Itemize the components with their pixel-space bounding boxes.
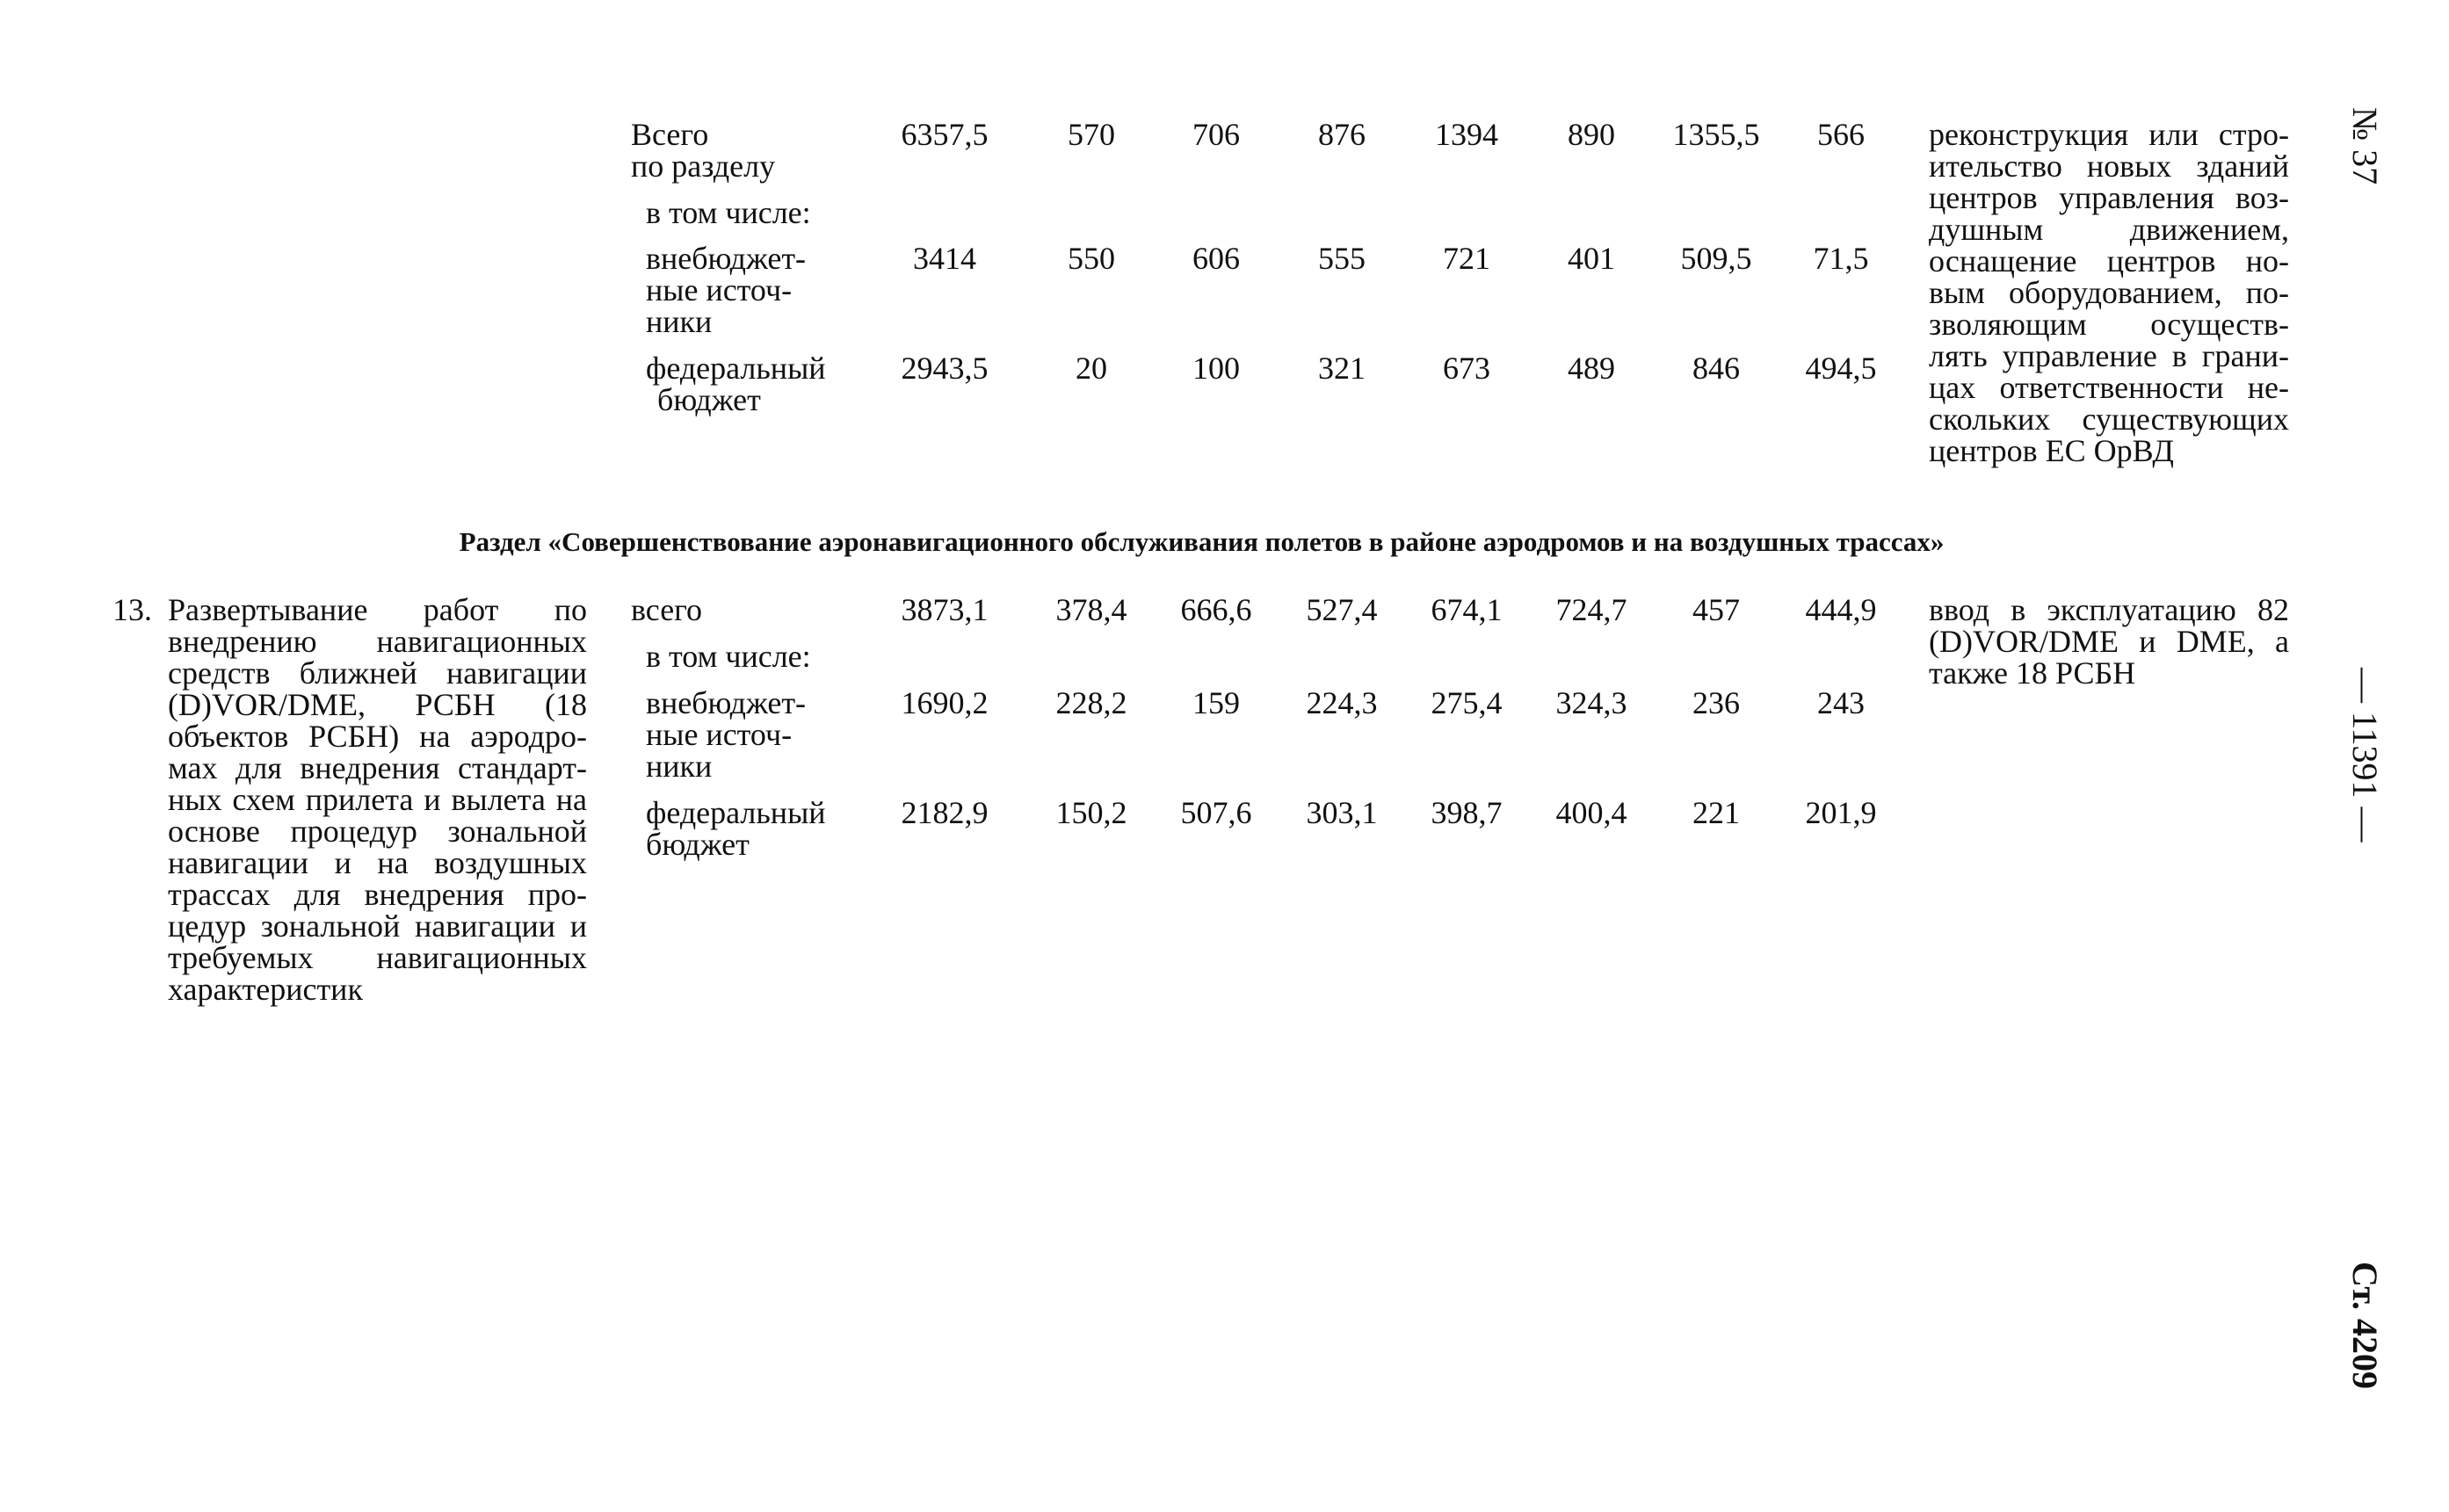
item-desc-line: характеристик — [168, 972, 363, 1007]
value-cell: 570 — [1068, 117, 1115, 152]
value-cell: 724,7 — [1555, 592, 1627, 627]
value-cell: 706 — [1192, 117, 1240, 152]
value-cell: 401 — [1568, 241, 1615, 276]
item-desc-line: средств ближней навигации — [168, 655, 587, 691]
value-cell: 494,5 — [1805, 351, 1877, 386]
row-label-extrabudget-2: ные источ- — [646, 717, 793, 752]
row-label-federal: федеральный — [646, 795, 826, 830]
value-cell: 566 — [1817, 117, 1865, 152]
value-cell: 303,1 — [1306, 795, 1378, 830]
value-cell: 666,6 — [1180, 592, 1252, 627]
result-line: ввод в эксплуатацию 82 — [1929, 592, 2289, 627]
value-cell: 2943,5 — [901, 351, 989, 386]
result-line: цах ответственности не- — [1929, 370, 2289, 405]
page-number-bottom: Ст. 4209 — [2345, 1262, 2385, 1389]
item-desc-line: трассах для внедрения про- — [168, 877, 587, 912]
result-line: оснащение центров но- — [1929, 243, 2289, 279]
result-line: зволяющим осуществ- — [1929, 307, 2289, 342]
row-label-total-2: по разделу — [631, 148, 776, 184]
value-cell: 20 — [1076, 351, 1107, 386]
value-cell: 509,5 — [1680, 241, 1752, 276]
value-cell: 606 — [1192, 241, 1240, 276]
value-cell: 201,9 — [1805, 795, 1877, 830]
row-label-extrabudget: внебюджет- — [646, 685, 807, 720]
value-cell: 3873,1 — [901, 592, 989, 627]
value-cell: 673 — [1443, 351, 1490, 386]
row-label-extrabudget-3: ники — [646, 304, 713, 339]
value-cell: 876 — [1318, 117, 1366, 152]
item-desc-line: ных схем прилета и вылета на — [168, 782, 587, 817]
value-cell: 550 — [1068, 241, 1115, 276]
value-cell: 527,4 — [1306, 592, 1378, 627]
result-line: также 18 РСБН — [1929, 655, 2136, 691]
row-label-federal-2: бюджет — [646, 827, 750, 862]
value-cell: 555 — [1318, 241, 1366, 276]
item-number: 13. — [112, 592, 152, 627]
value-cell: 2182,9 — [901, 795, 989, 830]
value-cell: 275,4 — [1431, 685, 1503, 720]
row-label-total: всего — [631, 592, 703, 627]
value-cell: 457 — [1692, 592, 1740, 627]
result-line: центров ЕС ОрВД — [1929, 433, 2174, 468]
result-line: центров управления воз- — [1929, 180, 2289, 215]
result-line: реконструкция или стро- — [1929, 117, 2289, 152]
page-number-mid: — 11391 — — [2345, 668, 2385, 843]
item-desc-line: цедур зональной навигации и — [168, 908, 587, 944]
value-cell: 400,4 — [1555, 795, 1627, 830]
row-label-including: в том числе: — [646, 639, 811, 674]
value-cell: 236 — [1692, 685, 1740, 720]
value-cell: 489 — [1568, 351, 1615, 386]
item-desc-line: объектов РСБН) на аэродро- — [168, 719, 587, 754]
item-desc-line: (D)VOR/DME, РСБН (18 — [168, 687, 587, 722]
result-line: душным движением, — [1929, 212, 2289, 247]
result-line: лять управление в грани- — [1929, 338, 2289, 373]
item-desc-line: основе процедур зональной — [168, 814, 587, 849]
result-line: скольких существующих — [1929, 402, 2289, 437]
value-cell: 890 — [1568, 117, 1615, 152]
row-label-federal-2: бюджет — [657, 382, 761, 417]
value-cell: 721 — [1443, 241, 1490, 276]
row-label-extrabudget-2: ные источ- — [646, 272, 793, 307]
value-cell: 150,2 — [1055, 795, 1127, 830]
value-cell: 243 — [1817, 685, 1865, 720]
item-desc-line: мах для внедрения стандарт- — [168, 750, 587, 785]
value-cell: 324,3 — [1555, 685, 1627, 720]
item-desc-line: навигации и на воздушных — [168, 845, 587, 880]
value-cell: 378,4 — [1055, 592, 1127, 627]
value-cell: 159 — [1192, 685, 1240, 720]
value-cell: 228,2 — [1055, 685, 1127, 720]
journal-number: № 37 — [2345, 107, 2385, 185]
value-cell: 674,1 — [1431, 592, 1503, 627]
section-heading: Раздел «Совершенствование аэронавигационного обслуживания полетов в районе аэродромов и на воздушных трассах» — [459, 526, 1945, 557]
value-cell: 6357,5 — [901, 117, 989, 152]
value-cell: 1690,2 — [901, 685, 989, 720]
value-cell: 846 — [1692, 351, 1740, 386]
value-cell: 100 — [1192, 351, 1240, 386]
result-line: ительство новых зданий — [1929, 148, 2289, 184]
row-label-extrabudget: внебюджет- — [646, 241, 807, 276]
value-cell: 71,5 — [1813, 241, 1869, 276]
value-cell: 3414 — [913, 241, 976, 276]
item-desc-line: Развертывание работ по — [168, 592, 587, 627]
item-desc-line: требуемых навигационных — [168, 940, 587, 975]
value-cell: 221 — [1692, 795, 1740, 830]
item-desc-line: внедрению навигационных — [168, 624, 587, 659]
row-label-including: в том числе: — [646, 195, 811, 230]
row-label-federal: федеральный — [646, 351, 826, 386]
value-cell: 444,9 — [1805, 592, 1877, 627]
value-cell: 1355,5 — [1672, 117, 1760, 152]
value-cell: 507,6 — [1180, 795, 1252, 830]
value-cell: 1394 — [1435, 117, 1498, 152]
value-cell: 224,3 — [1306, 685, 1378, 720]
result-line: (D)VOR/DME и DME, а — [1929, 624, 2289, 659]
value-cell: 321 — [1318, 351, 1366, 386]
row-label-extrabudget-3: ники — [646, 749, 713, 784]
row-label-total: Всего — [631, 117, 709, 152]
result-line: вым оборудованием, по- — [1929, 275, 2289, 310]
value-cell: 398,7 — [1431, 795, 1503, 830]
